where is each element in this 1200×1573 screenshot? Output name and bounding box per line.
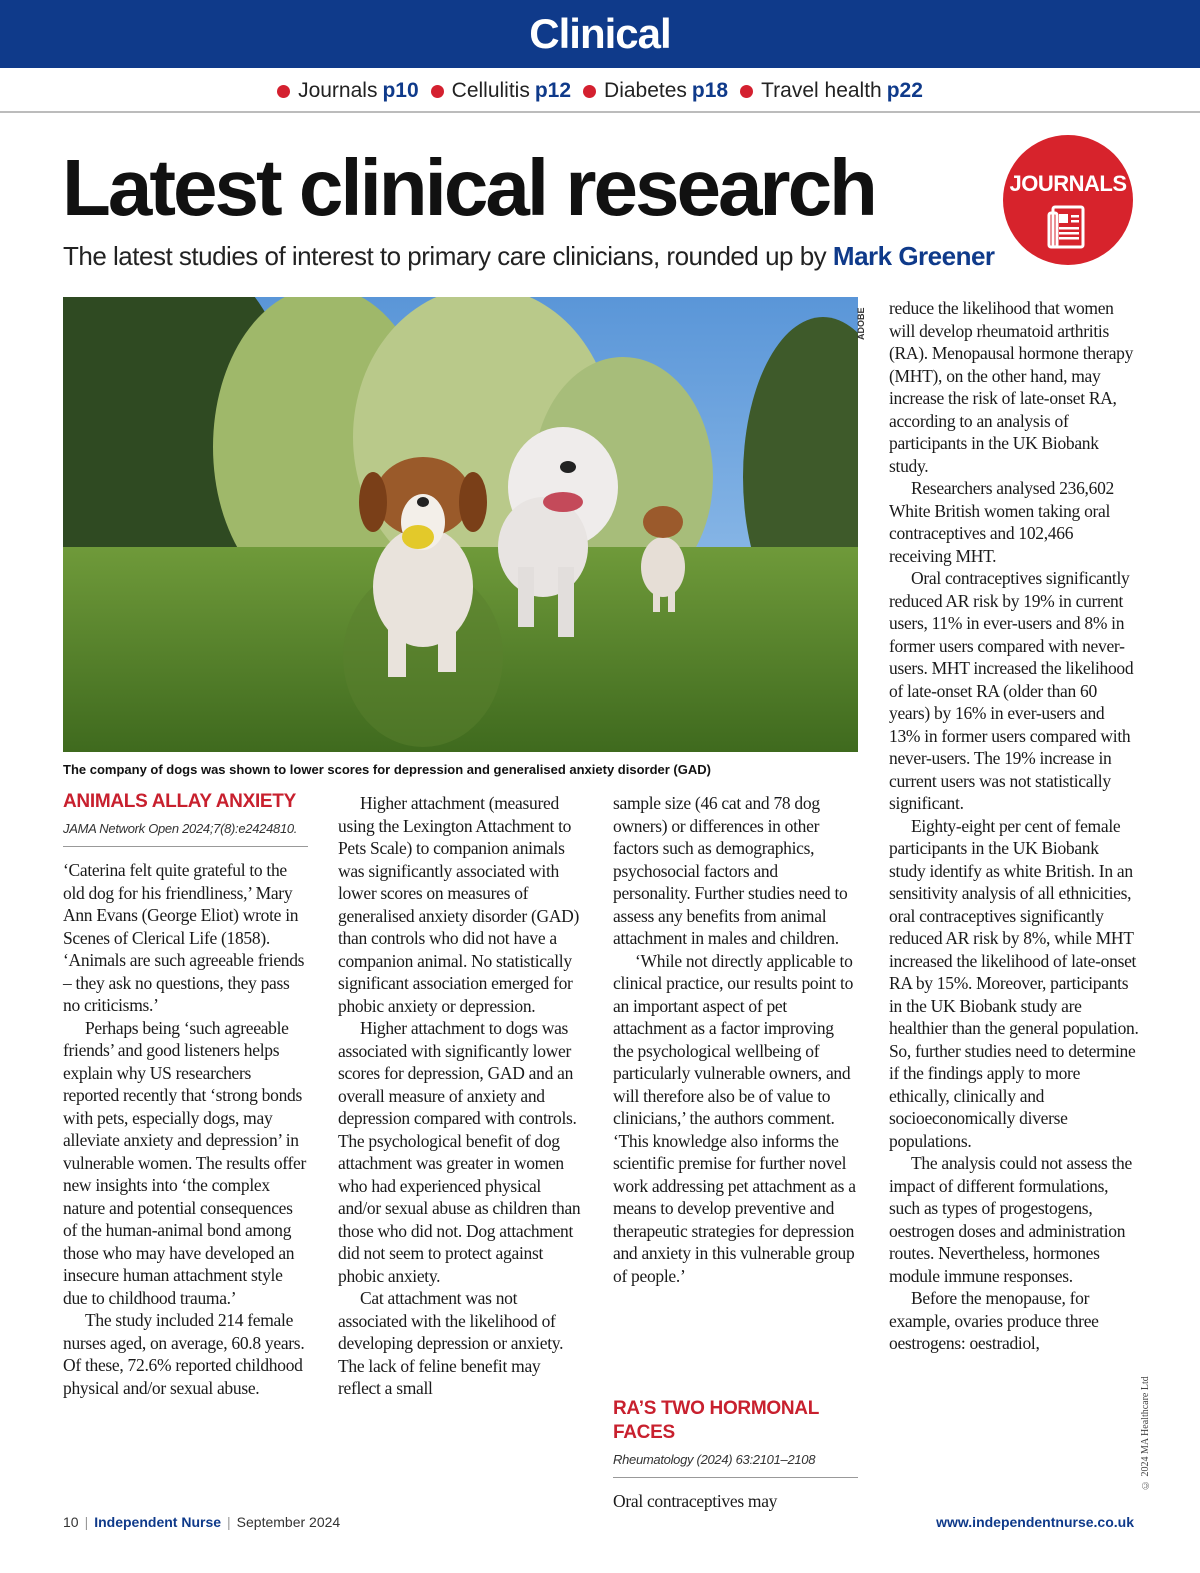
section-heading: RA’S TWO HORMONAL FACES — [613, 1398, 819, 1443]
paragraph: Higher attachment to dogs was associated with significantly lower scores for depression, GAD and an overall measure of anxiety and depression compared with controls. The psychological benefit of dog attachment was greater in women who had experienced physical and/or sexual abuse as children than those who did not. Dog attachment did not seem to protect against phobic anxiety. — [338, 1018, 581, 1286]
magazine-name — [94, 1514, 221, 1530]
nav-page-number: p18 — [691, 79, 729, 102]
column-4 — [889, 297, 1139, 1355]
paragraph: Researchers analysed 236,602 White British women taking oral contraceptives and 102,466 receiving MHT. — [889, 478, 1114, 566]
nav-page-number: p10 — [382, 79, 419, 102]
paragraph: ‘Caterina felt quite grateful to the old dog for his friendliness,’ Mary Ann Evans (George Eliot) wrote in Scenes of Clerical Life (1858). ‘Animals are such agreeable friends – they ask no questions, they pass no criticisms.’ — [63, 860, 305, 1015]
nav-item-diabetes[interactable] — [583, 79, 728, 103]
paragraph: The study included 214 female nurses aged, on average, 60.8 years. Of these, 72.6% reported childhood physical and/or sexual abuse. — [63, 1310, 305, 1398]
document-icon — [1047, 205, 1089, 251]
paragraph: Cat attachment was not associated with the likelihood of developing depression or anxiety. The lack of feline benefit may reflect a small — [338, 1288, 564, 1398]
paragraph: Before the menopause, for example, ovaries produce three oestrogens: oestradiol, — [889, 1288, 1099, 1353]
paragraph: ‘While not directly applicable to clinical practice, our results point to an important aspect of pet attachment as a factor improving the psychological wellbeing of particularly vulnerable owners, and will therefore also be of value to clinicians,’ the authors comment. ‘This knowledge also informs the scientific premise for further novel work addressing pet attachment as a means to develop preventive and therapeutic strategies for depression and anxiety in this vulnerable group of people.’ — [613, 950, 856, 1286]
paragraph: Perhaps being ‘such agreeable friends’ and good listeners helps explain why US researchers reported recently that ‘strong bonds with pets, especially dogs, may alleviate anxiety and depression’ in vulnerable women. The results offer new insights into ‘the complex nature and potential consequences of the human-animal bond among those who may have developed an insecure human attachment style due to childhood trauma.’ — [63, 1017, 307, 1308]
divider — [0, 111, 1200, 113]
dogs-photo — [63, 297, 858, 752]
bullet-icon — [583, 85, 596, 98]
nav-page-number: p22 — [886, 79, 923, 102]
standfirst-text: The latest studies of interest to primary care clinicians, rounded up by — [63, 241, 827, 271]
photo-caption: The company of dogs was shown to lower scores for depression and generalised anxiety disorder (GAD) — [63, 762, 711, 777]
nav-item-journals[interactable] — [277, 79, 419, 103]
paragraph: The analysis could not assess the impact of different formulations, such as types of progestogens, oestrogen doses and administration routes. Nevertheless, hormones module immune responses. — [889, 1153, 1132, 1286]
nav-label: Diabetes — [604, 79, 687, 102]
nav-item-cellulitis[interactable] — [431, 79, 571, 103]
nav-label: Journals — [298, 79, 378, 102]
bullet-icon — [431, 85, 444, 98]
nav-label: Travel health — [761, 79, 882, 102]
column-3 — [613, 792, 858, 1287]
paragraph: Oral contraceptives may — [613, 1491, 778, 1511]
section-heading: ANIMALS ALLAY ANXIETY — [63, 791, 296, 812]
nav-label: Cellulitis — [451, 79, 530, 102]
paragraph: reduce the likelihood that women will develop rheumatoid arthritis (RA). Menopausal hormone therapy (MHT), on the other hand, may increase the risk of late-onset RA, according to an analysis of participants in the UK Biobank study. — [889, 298, 1134, 476]
column-3-section — [613, 1397, 858, 1513]
url-part: nurse — [1055, 1514, 1094, 1530]
paragraph: sample size (46 cat and 78 dog owners) or differences in other factors such as demographics, psychosocial factors and personality. Further studies need to assess any benefits from animal attachment in males and children. — [613, 793, 848, 948]
contents-nav — [0, 72, 1200, 110]
nav-page-number: p12 — [534, 79, 572, 102]
website-link[interactable] — [936, 1514, 1134, 1530]
author-name: Mark Greener — [832, 241, 995, 271]
url-part: www.independent — [936, 1514, 1056, 1530]
standfirst — [63, 238, 995, 274]
paragraph: Higher attachment (measured using the Lexington Attachment to Pets Scale) to companion animals was significantly associated with lower scores on measures of generalised anxiety disorder (GAD) than controls who did not have a companion animal. No statistically significant association emerged for phobic anxiety or depression. — [338, 793, 580, 1016]
page-number: 10 — [63, 1514, 79, 1530]
nav-item-travel-health[interactable] — [740, 79, 923, 103]
section-citation: JAMA Network Open 2024;7(8):e2424810. — [63, 820, 308, 847]
section-citation: Rheumatology (2024) 63:2101–2108 — [613, 1451, 858, 1478]
copyright-notice: © 2024 MA Healthcare Ltd — [1140, 1376, 1151, 1490]
footer-folio: 10 | Independent Nurse | September 2024 — [63, 1514, 341, 1530]
url-part: .co.uk — [1093, 1514, 1134, 1530]
magazine-name-part: Nurse — [181, 1514, 222, 1530]
journals-badge — [1003, 135, 1133, 265]
paragraph: Eighty-eight per cent of female participants in the UK Biobank study identify as white British. In an sensitivity analysis of all ethnicities, oral contraceptives significantly reduced AR risk by 8%, while MHT increased the likelihood of late-onset RA by 15%. Moreover, participants in the UK Biobank study are healthier than the general population. So, further studies need to determine if the findings apply to more ethically, clinically and socioeconomically diverse populations. — [889, 815, 1139, 1151]
badge-label: JOURNALS — [1009, 171, 1127, 196]
bullet-icon — [277, 85, 290, 98]
bullet-icon — [740, 85, 753, 98]
column-2 — [338, 792, 583, 1400]
article-headline: Latest clinical research — [62, 143, 875, 232]
issue-date: September 2024 — [236, 1514, 341, 1530]
paragraph: Oral contraceptives significantly reduced AR risk by 19% in current users, 11% in ever-users and 8% in former users compared with never-users. MHT increased the likelihood of late-onset RA (older than 60 years) by 16% in ever-users and 13% in former users compared with never-users. The 19% increase in current users was not statistically significant. — [889, 568, 1134, 813]
photo-credit: ADOBE — [856, 307, 866, 340]
section-title: Clinical — [529, 10, 671, 57]
column-1 — [63, 790, 308, 1399]
magazine-name-part: Independent — [94, 1514, 178, 1530]
